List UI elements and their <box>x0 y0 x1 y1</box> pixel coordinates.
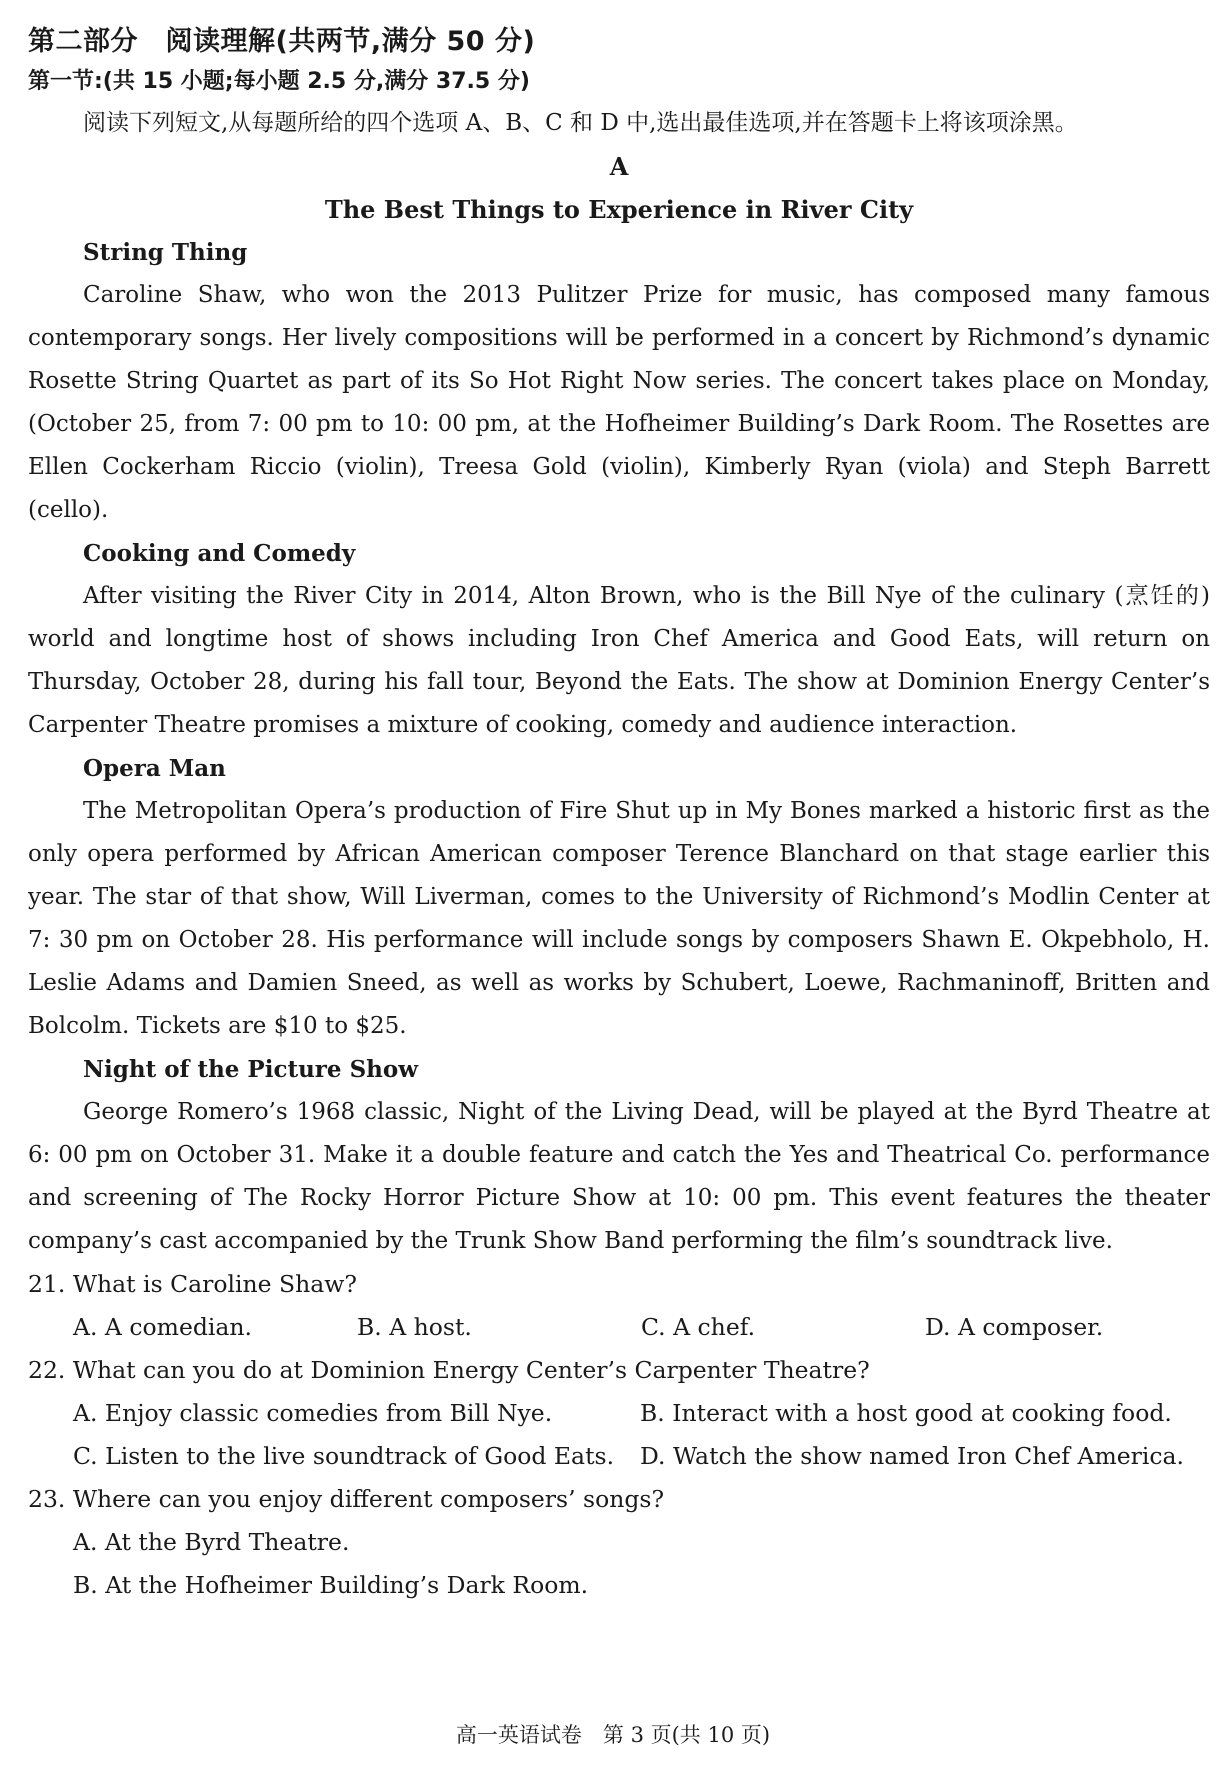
question-21-option-c[interactable]: C. A chef. <box>641 1313 756 1341</box>
page-footer: 高一英语试卷 第 3 页(共 10 页) <box>455 1723 771 1747</box>
question-22-option-a[interactable]: A. Enjoy classic comedies from Bill Nye. <box>73 1399 553 1427</box>
question-22-option-b[interactable]: B. Interact with a host good at cooking food. <box>640 1399 1172 1427</box>
passage-title: The Best Things to Experience in River City <box>324 195 914 224</box>
section-text-cooking-comedy: After visiting the River City in 2014, Alton Brown, who is the Bill Nye of the culinary (烹饪的) world and longtime host of shows including Iron Chef America and Good Eats, will return on Thursday, October 28, during his fall tour, Beyond the Eats. The show at Dominion Energy Center’s Carpenter Theatre promises a mixture of cooking, comedy and audience interaction. <box>28 583 1210 738</box>
part-title: 第二部分 阅读理解(共两节,满分 50 分) <box>28 26 536 57</box>
question-22-stem: 22. What can you do at Dominion Energy Center’s Carpenter Theatre? <box>28 1356 870 1384</box>
question-23-stem: 23. Where can you enjoy different composers’ songs? <box>28 1485 665 1513</box>
question-23-option-a[interactable]: A. At the Byrd Theatre. <box>73 1528 350 1556</box>
section-heading-string-thing: String Thing <box>83 239 248 266</box>
question-22-option-d[interactable]: D. Watch the show named Iron Chef America. <box>640 1442 1185 1470</box>
question-21-option-a[interactable]: A. A comedian. <box>73 1313 253 1341</box>
exam-page <box>28 22 1210 1607</box>
question-21-option-d[interactable]: D. A composer. <box>925 1313 1104 1341</box>
section-heading-opera-man: Opera Man <box>83 755 226 782</box>
section-text-picture-show: George Romero’s 1968 classic, Night of the Living Dead, will be played at the Byrd Theatre at 6: 00 pm on October 31. Make it a double feature and catch the Yes and Theatrical Co. performance and screening of The Rocky Horror Picture Show at 10: 00 pm. This event features the theater company’s cast accompanied by the Trunk Show Band performing the film’s soundtrack live. <box>28 1099 1210 1254</box>
section-heading-cooking-comedy: Cooking and Comedy <box>83 540 356 567</box>
question-22-options <box>73 1392 1210 1478</box>
instruction-text: 阅读下列短文,从每题所给的四个选项 A、B、C 和 D 中,选出最佳选项,并在答题卡上将该项涂黑。 <box>83 110 1078 136</box>
question-21-options <box>73 1306 1210 1349</box>
question-23-options <box>73 1521 1210 1607</box>
section-heading-picture-show: Night of the Picture Show <box>83 1056 419 1083</box>
section-text-string-thing: Caroline Shaw, who won the 2013 Pulitzer Prize for music, has composed many famous contemporary songs. Her lively compositions will be performed in a concert by Richmond’s dynamic Rosette String Quartet as part of its So Hot Right Now series. The concert takes place on Monday,(October 25, from 7: 00 pm to 10: 00 pm, at the Hofheimer Building’s Dark Room. The Rosettes are Ellen Cockerham Riccio (violin), Treesa Gold (violin), Kimberly Ryan (viola) and Steph Barrett (cello). <box>28 282 1210 523</box>
question-21-stem: 21. What is Caroline Shaw? <box>28 1270 357 1298</box>
question-22-option-c[interactable]: C. Listen to the live soundtrack of Good Eats. <box>73 1442 615 1470</box>
question-23-option-b[interactable]: B. At the Hofheimer Building’s Dark Room. <box>73 1571 589 1599</box>
passage-letter: A <box>609 152 629 181</box>
question-21-option-b[interactable]: B. A host. <box>357 1313 472 1341</box>
section-text-opera-man: The Metropolitan Opera’s production of Fire Shut up in My Bones marked a historic first as the only opera performed by African American composer Terence Blanchard on that stage earlier this year. The star of that show, Will Liverman, comes to the University of Richmond’s Modlin Center at 7: 30 pm on October 28. His performance will include songs by composers Shawn E. Okpebholo, H. Leslie Adams and Damien Sneed, as well as works by Schubert, Loewe, Rachmaninoff, Britten and Bolcolm. Tickets are $10 to $25. <box>28 798 1210 1039</box>
section-title: 第一节:(共 15 小题;每小题 2.5 分,满分 37.5 分) <box>28 69 530 94</box>
